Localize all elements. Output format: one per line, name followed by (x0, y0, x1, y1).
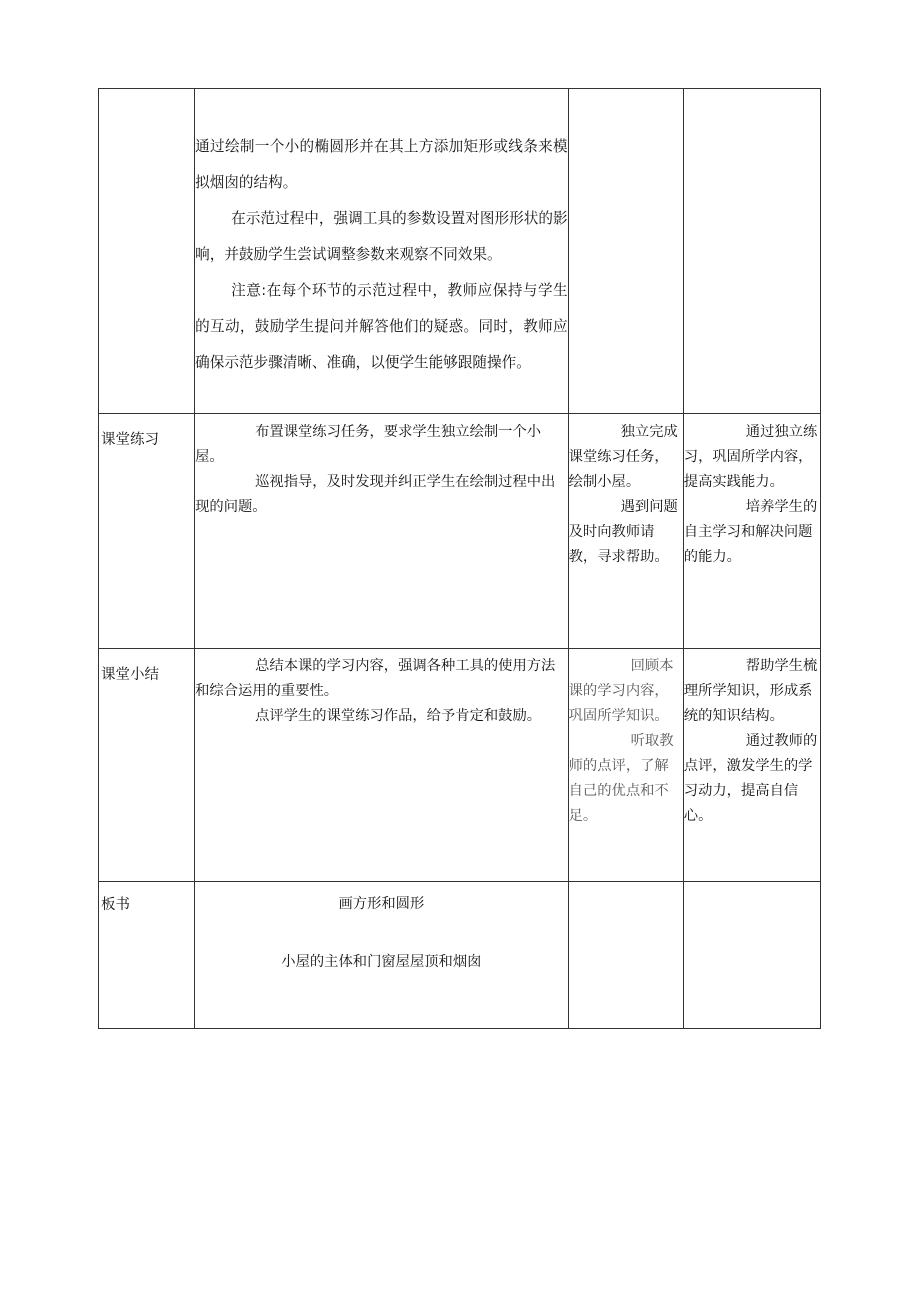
demo-content-cell (195, 89, 569, 414)
practice-label: 课堂练习 (101, 432, 159, 448)
summary-intent-2: 通过教师的点评，激发学生的学习动力，提高自信心。 (683, 733, 818, 824)
summary-student-cell (568, 649, 683, 882)
demo-label-cell (99, 89, 195, 414)
board-intent-cell (683, 882, 820, 1029)
practice-teacher-cell (195, 414, 569, 649)
demo-student-cell (568, 89, 683, 414)
demo-intent-cell (683, 89, 820, 414)
demo-row (99, 89, 821, 414)
board-label-cell (99, 882, 195, 1029)
practice-row (99, 414, 821, 649)
board-label: 板书 (101, 897, 130, 913)
summary-intent-1: 帮助学生梳理所学知识，形成系统的知识结构。 (683, 658, 818, 724)
practice-teacher-2: 巡视指导，及时发现并纠正学生在绘制过程中出现的问题。 (195, 474, 556, 515)
board-line-1: 画方形和圆形 (338, 896, 425, 912)
practice-student-2: 遇到问题及时向教师请教，寻求帮助。 (568, 499, 678, 565)
summary-row (99, 649, 821, 882)
practice-intent-2: 培养学生的自主学习和解决问题的能力。 (683, 499, 818, 565)
summary-label: 课堂小结 (101, 667, 159, 683)
summary-intent-cell (683, 649, 820, 882)
practice-label-cell (99, 414, 195, 649)
summary-teacher-cell (195, 649, 569, 882)
board-student-cell (568, 882, 683, 1029)
board-line-2: 小屋的主体和门窗屋屋顶和烟囱 (281, 954, 482, 970)
practice-intent-cell (683, 414, 820, 649)
demo-paragraph-3: 注意:在每个环节的示范过程中，教师应保持与学生的互动，鼓励学生提问并解答他们的疑惑。同时，教师应确保示范步骤清晰、准确，以便学生能够跟随操作。 (195, 282, 568, 371)
practice-intent-1: 通过独立练习，巩固所学内容，提高实践能力。 (683, 424, 818, 490)
demo-paragraph-1: 通过绘制一个小的椭圆形并在其上方添加矩形或线条来模拟烟囱的结构。 (195, 138, 568, 191)
board-content-cell (195, 882, 569, 1029)
practice-student-1: 独立完成课堂练习任务，绘制小屋。 (568, 424, 678, 490)
practice-teacher-1: 布置课堂练习任务，要求学生独立绘制一个小屋。 (195, 424, 542, 465)
summary-student-2: 听取教师的点评，了解自己的优点和不足。 (568, 733, 674, 824)
summary-label-cell (99, 649, 195, 882)
summary-student-1: 回顾本课的学习内容，巩固所学知识。 (568, 658, 674, 724)
lesson-plan-table (98, 88, 821, 1029)
summary-teacher-2: 点评学生的课堂练习作品，给予肯定和鼓励。 (255, 708, 542, 724)
board-row (99, 882, 821, 1029)
demo-paragraph-2: 在示范过程中，强调工具的参数设置对图形形状的影响，并鼓励学生尝试调整参数来观察不同效果。 (195, 210, 568, 263)
practice-student-cell (568, 414, 683, 649)
summary-teacher-1: 总结本课的学习内容，强调各种工具的使用方法和综合运用的重要性。 (195, 658, 556, 699)
